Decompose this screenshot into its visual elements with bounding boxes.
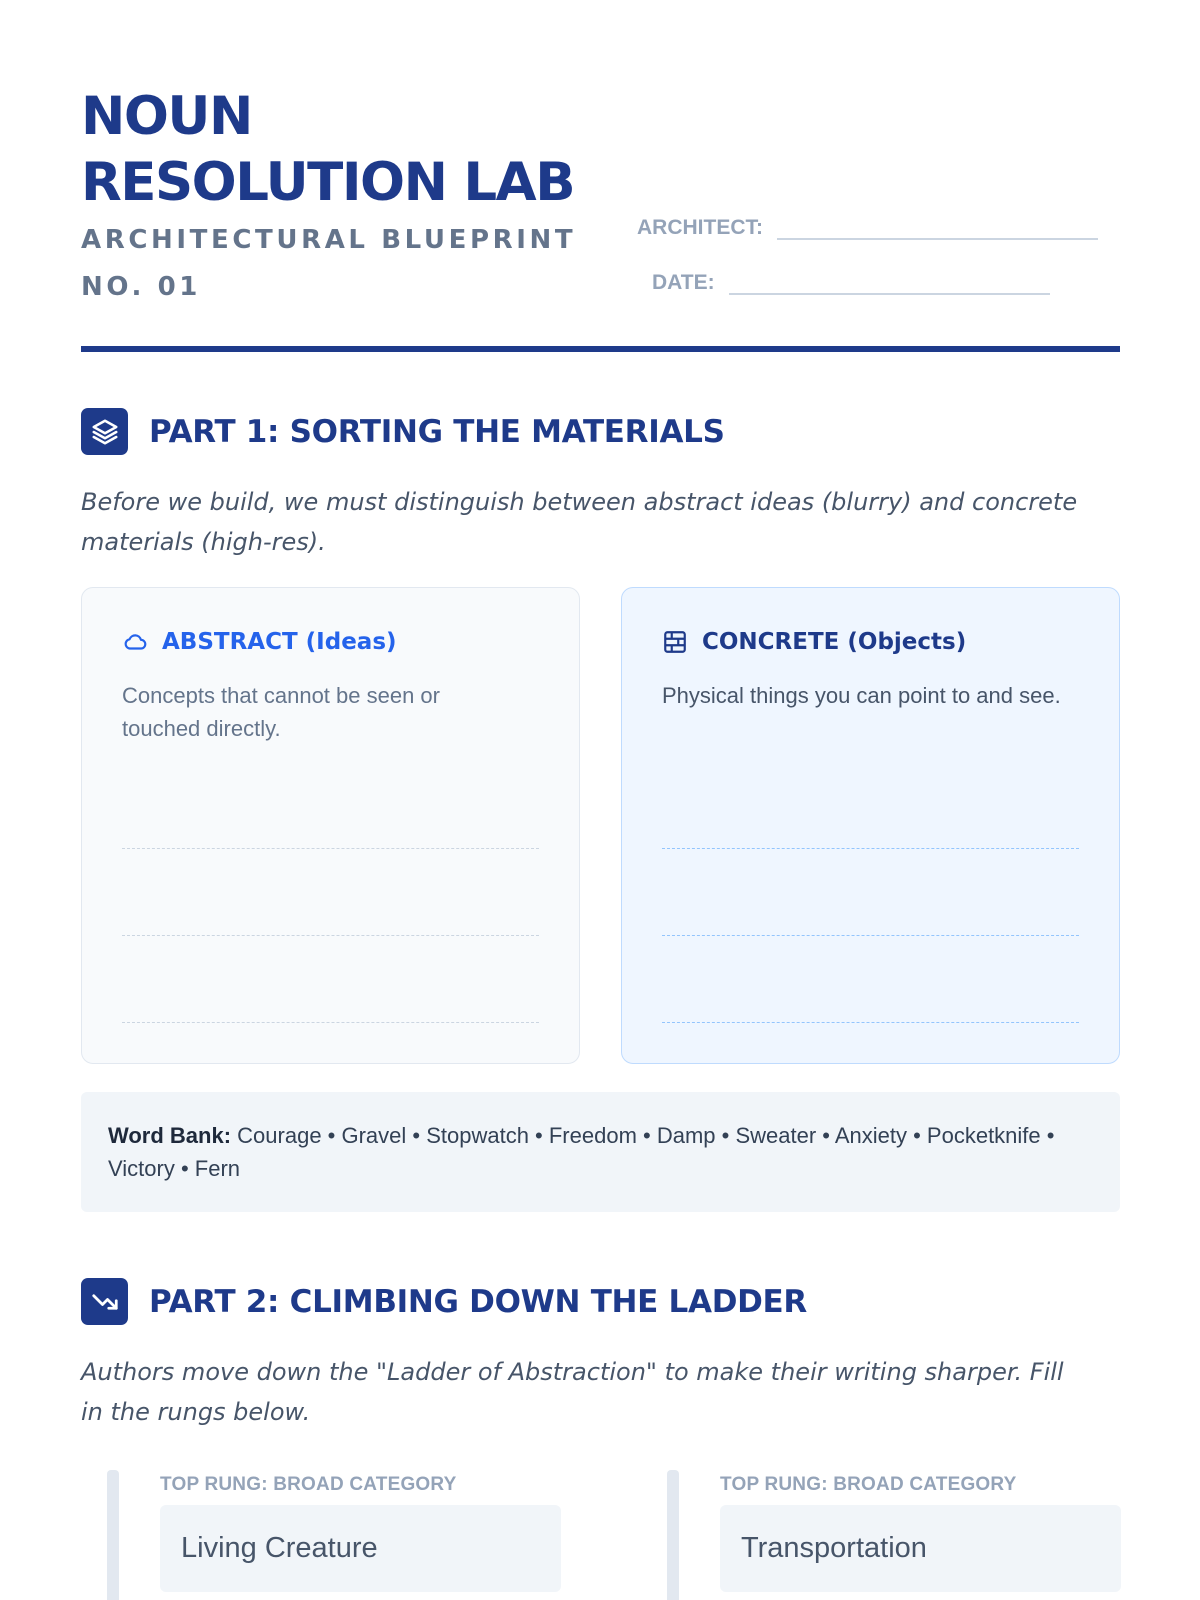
rung-label: TOP RUNG: BROAD CATEGORY [160, 1474, 457, 1495]
concrete-answer-line-2[interactable] [662, 935, 1079, 936]
date-input-line[interactable] [729, 271, 1050, 295]
page-subtitle: ARCHITECTURAL BLUEPRINT NO. 01 [81, 225, 577, 302]
layers-icon [81, 408, 128, 455]
concrete-answer-line-1[interactable] [662, 848, 1079, 849]
abstract-answer-line-2[interactable] [122, 935, 539, 936]
trending-down-icon [81, 1278, 128, 1325]
page-title [81, 84, 781, 216]
part1-header [81, 408, 725, 455]
abstract-answer-line-3[interactable] [122, 1022, 539, 1023]
word-bank-words: Courage • Gravel • Stopwatch • Freedom • Damp • Sweater • Anxiety • Pocketknife • Victory • Fern [108, 1123, 1055, 1181]
architect-label: ARCHITECT: [637, 216, 763, 239]
date-label: DATE: [652, 271, 715, 294]
brick-icon [662, 629, 688, 655]
ladder-rail [107, 1470, 119, 1600]
abstract-card-text: Concepts that cannot be seen or touched directly. [122, 683, 440, 741]
title-line-2: RESOLUTION LAB [81, 152, 575, 213]
concrete-card [621, 587, 1120, 1064]
part2-title: PART 2: CLIMBING DOWN THE LADDER [149, 1283, 808, 1320]
word-bank [81, 1092, 1120, 1212]
rung-input[interactable]: Living Creature [160, 1505, 561, 1592]
rung-label: TOP RUNG: BROAD CATEGORY [720, 1474, 1017, 1495]
word-bank-label: Word Bank: [108, 1123, 232, 1148]
abstract-answer-line-1[interactable] [122, 848, 539, 849]
concrete-card-text: Physical things you can point to and see. [662, 683, 1061, 708]
abstract-card-title: ABSTRACT (Ideas) [162, 629, 397, 655]
part1-title: PART 1: SORTING THE MATERIALS [149, 413, 725, 450]
rung-input[interactable]: Transportation [720, 1505, 1121, 1592]
cloud-icon [122, 629, 148, 655]
part2-header [81, 1278, 807, 1325]
architect-field [637, 216, 1098, 240]
part2-description: Authors move down the "Ladder of Abstraction" to make their writing sharper. Fill in the rungs below. [81, 1358, 1064, 1426]
ladder-rail [667, 1470, 679, 1600]
abstract-card [81, 587, 580, 1064]
abstract-card-header [122, 629, 539, 655]
part1-description: Before we build, we must distinguish between abstract ideas (blurry) and concrete materials (high-res). [81, 488, 1078, 556]
concrete-card-header [662, 629, 1079, 655]
date-field [652, 271, 1050, 295]
header-divider [81, 346, 1120, 352]
concrete-card-title: CONCRETE (Objects) [702, 629, 967, 655]
title-line-1: NOUN [81, 86, 252, 147]
architect-input-line[interactable] [777, 216, 1098, 240]
concrete-answer-line-3[interactable] [662, 1022, 1079, 1023]
